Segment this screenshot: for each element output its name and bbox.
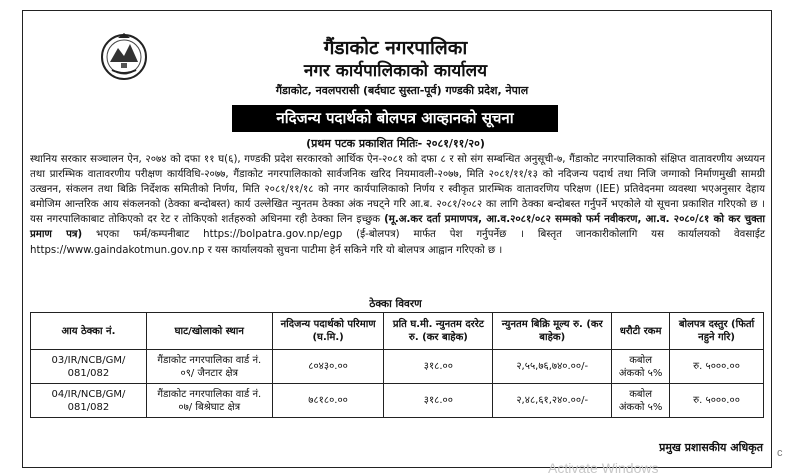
quantity: ७८१८०.०० (272, 384, 384, 418)
contract-table (30, 312, 764, 418)
col-min-price: न्युनतम बिक्रि मूल्य रु. (कर बाहेक) (493, 313, 612, 350)
contract-no: 03/IR/NCB/GM/ 081/082 (31, 350, 147, 384)
location: गैंडाकोट नगरपालिका वार्ड नं. ०७/ बिश्रेघाट क्षेत्र (146, 384, 272, 418)
table-caption: ठेक्का विवरण (369, 298, 422, 310)
activation-watermark: Activate Windows (548, 460, 659, 476)
min-price: २,५५,७६,७४०.००/- (493, 350, 612, 384)
contract-no: 04/IR/NCB/GM/ 081/082 (31, 384, 147, 418)
rate: ३१८.०० (384, 350, 493, 384)
notice-body (30, 152, 765, 258)
col-quantity: नदिजन्य पदार्थको परिमाण (घ.मि.) (272, 313, 384, 350)
notice-paragraph: स्थानिय सरकार सञ्चालन ऐन, २०७४ को दफा ११ घ(६), गण्डकी प्रदेश सरकारको आर्थिक ऐन-२०८१ को दफा ८ र सो संग सम्बन्धित अनुसूची-७, गैंडाकोट नगरपालिकाको संक्षिप्त वातावरणीय अध्ययन तथा प्रारम्भिक वातावरणीय परीक्षण कार्यविधि-२०७७, गैंडाकोट नगरपालिकाको सार्वजनिक खरिद नियमावली-२०७७, मिति २०८१/११/१३ को नदिजन्य पदार्थ तथा निजि जग्गाको निर्माणमुखी सामग्री उत्खनन, संकलन तथा बिक्रि निर्देशक समितीको निर्णय, मिति २०८१/११/१८ को नगर कार्यपालिकाको निर्णय र स्वीकृत प्रारम्भिक वातावरणिय परिक्षण (IEE) प्रतिवेदनमा व्यवस्था भएअनुसार देहाय बमोजिम आन्तरिक आय संकलनको (ठेक्का बन्दोबस्त) कार्य उल्लेखित न्युनतम ठेक्का अंक नघट्ने गरि आ.ब. २०८१/२०८२ का लागि ठेक्का बन्दोबस्त गर्नुपर्ने भएकोले यो सूचना प्रकाशित गरिएको छ । यस नगरपालिकाबाट तोकिएको दर रेट र तोकिएको शर्तहरुको अधिनमा रही ठेक्का लिन इच्छुक (30, 154, 765, 226)
officer-signature: प्रमुख प्रशासकीय अधिकृत (659, 441, 763, 454)
organization-name: गैंडाकोट नगरपालिका (323, 37, 468, 59)
location: गैंडाकोट नगरपालिका वार्ड नं. ०९/ जैनटार क्षेत्र (146, 350, 272, 384)
col-location: घाट/खोलाको स्थान (146, 313, 272, 350)
table-header-row (31, 313, 764, 350)
table-row (31, 350, 764, 384)
col-deposit: धरौटी रकम (612, 313, 670, 350)
deposit: कबोल अंकको ५% (612, 350, 670, 384)
col-contract-no: आय ठेक्का नं. (31, 313, 147, 350)
bid-fee: रु. ५०००.०० (670, 384, 764, 418)
corner-glyph: c (777, 447, 783, 459)
quantity: ८०४३०.०० (272, 350, 384, 384)
col-rate: प्रति घ.मी. न्युनतम दररेट रु. (कर बाहेक) (384, 313, 493, 350)
required-documents: (मू.अ.कर दर्ता प्रमाणपत्र, आ.व.२०८१/०८२ सम्मको फर्म नवीकरण, आ.व. २०८०/८१ को कर चुक्ता प्रमाण पत्र) (30, 214, 766, 241)
col-bid-fee: बोलपत्र दस्तुर (फिर्ता नहुने गरि) (670, 313, 764, 350)
bid-fee: रु. ५०००.०० (670, 350, 764, 384)
min-price: २,४८,६१,२४०.००/- (493, 384, 612, 418)
publish-date: (प्रथम पटक प्रकाशित मितिः- २०८१/११/२०) (306, 137, 485, 150)
rate: ३१८.०० (384, 384, 493, 418)
table-row (31, 384, 764, 418)
deposit: कबोल अंकको ५% (612, 384, 670, 418)
office-address: गैंडाकोट, नवलपरासी (बर्दघाट सुस्ता-पूर्व) गण्डकी प्रदेश, नेपाल (275, 84, 529, 97)
notice-paragraph-end: भएका फर्म/कम्पनीबाट https://bolpatra.gov.np/egp (ई-बोलपत्र) मार्फत पेश गर्नुपर्नेछ । बिस्तृत जानकारीकोलागि यस कार्यालयको वेवसाईट https://www.gaindakotmun.gov.np र यस कार्यालयको सुचना पाटीमा हेर्न सकिने गरि यो बोलपत्र आह्वान गरिएको छ । (30, 229, 765, 256)
notice-title: नदिजन्य पदार्थको बोलपत्र आव्हानको सूचना (232, 105, 558, 132)
office-name: नगर कार्यपालिकाको कार्यालय (303, 61, 488, 81)
